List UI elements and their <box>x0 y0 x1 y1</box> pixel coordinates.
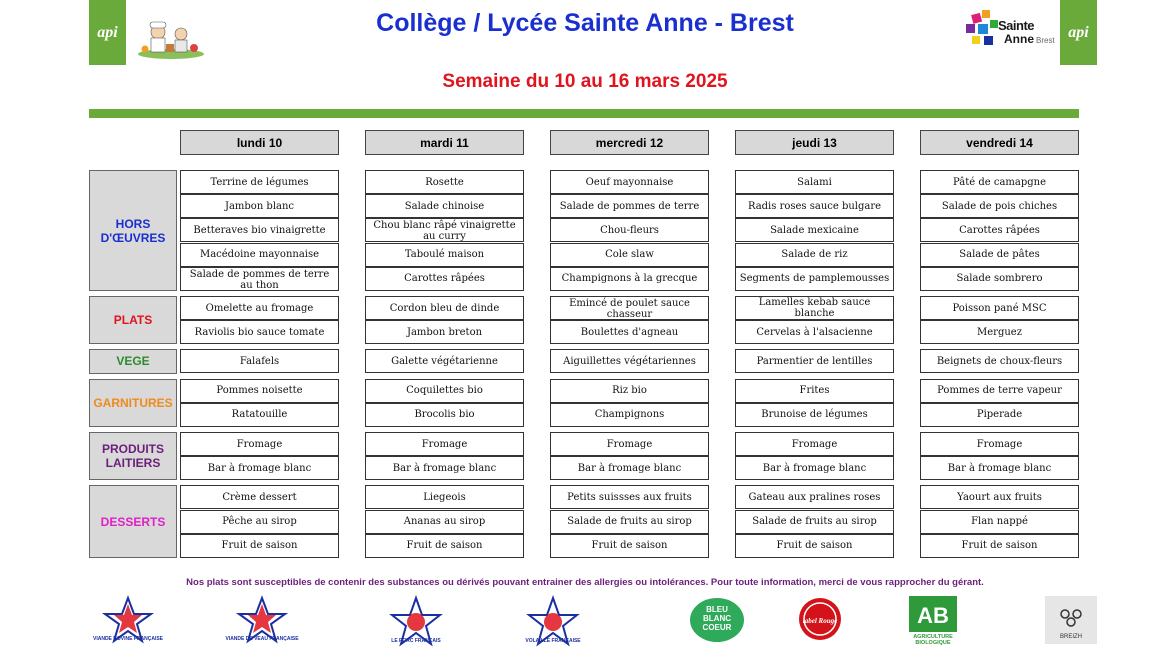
menu-item-label: Terrine de légumes <box>210 176 309 188</box>
menu-item-label: Omelette au fromage <box>205 302 314 314</box>
svg-text:VIANDE DE VEAU FRANÇAISE: VIANDE DE VEAU FRANÇAISE <box>225 636 299 642</box>
menu-item-label: Bar à fromage blanc <box>577 462 682 474</box>
menu-item-label: Bar à fromage blanc <box>762 462 867 474</box>
menu-item <box>735 379 894 403</box>
menu-item <box>550 485 709 509</box>
menu-item-label: Falafels <box>239 355 280 367</box>
menu-item <box>550 194 709 218</box>
school-logo: Sainte Anne Brest <box>964 8 1054 58</box>
category-label <box>89 349 177 373</box>
breizh-logo <box>1045 596 1097 644</box>
menu-item-label: Parmentier de lentilles <box>756 355 873 367</box>
menu-item-label: Lamelles kebab sauce blanche <box>758 297 871 319</box>
menu-item-label: Salade de pâtes <box>959 249 1040 261</box>
menu-item <box>365 170 524 194</box>
menu-item <box>920 456 1079 480</box>
menu-item-label: Cordon bleu de dinde <box>389 302 500 314</box>
menu-item-label: Piperade <box>976 409 1023 421</box>
menu-item-label: Macédoine mayonnaise <box>199 249 320 261</box>
menu-item-label: Aiguillettes végétariennes <box>563 355 696 367</box>
label-rouge-logo <box>797 596 843 642</box>
menu-item <box>920 485 1079 509</box>
category-label <box>89 379 177 427</box>
menu-item-label: Gateau aux pralines roses <box>748 491 881 503</box>
menu-item <box>920 267 1079 291</box>
menu-item <box>550 534 709 558</box>
menu-item-label: Brocolis bio <box>414 409 475 421</box>
menu-item-label: Frites <box>799 385 830 397</box>
svg-text:LE PORC FRANÇAIS: LE PORC FRANÇAIS <box>391 638 441 644</box>
menu-item <box>920 510 1079 534</box>
menu-item <box>550 432 709 456</box>
menu-item-label: Radis roses sauce bulgare <box>747 200 882 212</box>
menu-item <box>735 267 894 291</box>
menu-item <box>180 194 339 218</box>
menu-item-label: Cervelas à l'alsacienne <box>756 326 873 338</box>
menu-item-label: Betteraves bio vinaigrette <box>193 224 326 236</box>
menu-item <box>180 218 339 242</box>
menu-item-label: Chou-fleurs <box>600 224 659 236</box>
menu-item <box>550 349 709 373</box>
menu-item-label: Raviolis bio sauce tomate <box>194 326 325 338</box>
day-header: mardi 11 <box>365 130 524 155</box>
menu-item-label: Fromage <box>976 438 1023 450</box>
menu-item <box>180 534 339 558</box>
menu-item-label: Bar à fromage blanc <box>392 462 497 474</box>
category-name: PRODUITS LAITIERS <box>101 442 164 471</box>
menu-item <box>365 243 524 267</box>
menu-item-label: Fromage <box>791 438 838 450</box>
menu-item <box>550 379 709 403</box>
category-name: PLATS <box>113 313 153 328</box>
menu-item <box>180 485 339 509</box>
viande-bovine-francaise-logo <box>92 596 164 646</box>
bleu-blanc-coeur-logo <box>688 596 746 646</box>
category-name: GARNITURES <box>93 395 173 410</box>
menu-item <box>365 320 524 344</box>
category-label <box>89 432 177 480</box>
menu-item-label: Bar à fromage blanc <box>207 462 312 474</box>
menu-item <box>550 510 709 534</box>
menu-item-label: Chou blanc râpé vinaigrette au curry <box>373 220 516 243</box>
menu-item-label: Emincé de poulet sauce chasseur <box>569 298 690 320</box>
header-divider <box>89 109 1079 118</box>
menu-item <box>735 243 894 267</box>
day-header: mercredi 12 <box>550 130 709 155</box>
menu-item <box>180 267 339 291</box>
menu-item-label: Jambon breton <box>406 326 483 338</box>
menu-item <box>550 296 709 320</box>
menu-item-label: Carottes râpées <box>404 273 485 285</box>
menu-item-label: Salade sombrero <box>956 273 1043 285</box>
menu-item-label: Carottes râpées <box>959 224 1040 236</box>
menu-item-label: Brunoise de légumes <box>761 409 868 421</box>
menu-item <box>550 243 709 267</box>
menu-item-label: Beignets de choux-fleurs <box>936 355 1063 367</box>
menu-item <box>365 456 524 480</box>
menu-item <box>365 432 524 456</box>
menu-item <box>735 170 894 194</box>
category-name: HORS D'ŒUVRES <box>100 216 166 245</box>
menu-item-label: Pommes noisette <box>216 385 303 397</box>
menu-item-label: Ananas au sirop <box>403 516 486 528</box>
allergy-notice: Nos plats sont susceptibles de contenir des substances ou dérivés pouvant entrainer des allergies ou intolérances. Pour toute information, merci de vous rapprocher du gérant. <box>186 577 984 588</box>
menu-item-label: Salade mexicaine <box>770 224 859 236</box>
menu-item <box>920 296 1079 320</box>
menu-item <box>735 510 894 534</box>
category-label <box>89 296 177 344</box>
menu-item-label: Poisson pané MSC <box>952 302 1047 314</box>
menu-item-label: Fromage <box>236 438 283 450</box>
category-name: DESSERTS <box>100 514 166 529</box>
menu-item <box>735 485 894 509</box>
menu-item <box>735 194 894 218</box>
menu-item-label: Galette végétarienne <box>391 355 498 367</box>
menu-item <box>180 170 339 194</box>
svg-text:VIANDE BOVINE FRANÇAISE: VIANDE BOVINE FRANÇAISE <box>92 636 164 642</box>
category-label <box>89 485 177 558</box>
svg-text:BLEU: BLEU <box>706 605 728 614</box>
menu-item <box>365 296 524 320</box>
menu-item-label: Segments de pamplemousses <box>739 273 890 285</box>
menu-item <box>180 432 339 456</box>
menu-item-label: Pêche au sirop <box>222 516 297 528</box>
menu-item-label: Salade de pommes de terre au thon <box>189 268 330 291</box>
porc-francais-logo <box>390 596 442 648</box>
menu-item-label: Salade chinoise <box>404 200 485 212</box>
menu-item <box>735 432 894 456</box>
api-logo-right: api <box>1060 0 1097 65</box>
menu-item-label: Bar à fromage blanc <box>947 462 1052 474</box>
menu-item-label: Champignons <box>594 409 665 421</box>
category-name: VEGE <box>116 354 150 369</box>
menu-item <box>365 267 524 291</box>
menu-item <box>365 194 524 218</box>
menu-item <box>920 403 1079 427</box>
menu-item-label: Coquilettes bio <box>406 385 483 397</box>
menu-item-label: Fromage <box>421 438 468 450</box>
menu-item-label: Boulettes d'agneau <box>580 326 679 338</box>
menu-item <box>920 218 1079 242</box>
menu-item <box>180 456 339 480</box>
menu-item <box>920 379 1079 403</box>
menu-item <box>735 456 894 480</box>
menu-item-label: Cole slaw <box>605 249 654 261</box>
menu-item <box>180 349 339 373</box>
svg-text:label Rouge: label Rouge <box>802 617 838 625</box>
menu-item <box>365 510 524 534</box>
menu-item-label: Fromage <box>606 438 653 450</box>
menu-item <box>550 456 709 480</box>
svg-text:BIOLOGIQUE: BIOLOGIQUE <box>915 640 951 646</box>
menu-item-label: Taboulé maison <box>404 249 485 261</box>
menu-item <box>920 432 1079 456</box>
menu-item <box>920 170 1079 194</box>
menu-item <box>735 403 894 427</box>
week-subtitle: Semaine du 10 au 16 mars 2025 <box>442 71 728 92</box>
menu-item-label: Fruit de saison <box>221 540 298 552</box>
day-header: jeudi 13 <box>735 130 894 155</box>
menu-item <box>180 403 339 427</box>
menu-item <box>365 485 524 509</box>
menu-item-label: Salade de pois chiches <box>941 200 1058 212</box>
menu-item <box>180 379 339 403</box>
menu-item <box>735 349 894 373</box>
menu-item <box>920 349 1079 373</box>
category-label <box>89 170 177 291</box>
menu-item-label: Rosette <box>425 176 464 188</box>
page-title: Collège / Lycée Sainte Anne - Brest <box>376 9 794 37</box>
menu-item-label: Salade de riz <box>781 249 848 261</box>
menu-item <box>735 218 894 242</box>
menu-item-label: Merguez <box>977 326 1022 338</box>
menu-item <box>550 218 709 242</box>
menu-item <box>920 534 1079 558</box>
menu-item <box>180 296 339 320</box>
viande-veau-francaise-logo <box>225 596 299 646</box>
menu-item <box>735 296 894 320</box>
menu-item <box>365 403 524 427</box>
svg-text:VOLAILLE FRANÇAISE: VOLAILLE FRANÇAISE <box>525 638 581 644</box>
menu-item-label: Petits suissses aux fruits <box>567 491 692 503</box>
svg-text:AGRICULTURE: AGRICULTURE <box>913 634 953 640</box>
menu-item-label: Jambon blanc <box>224 200 295 212</box>
menu-item-label: Fruit de saison <box>406 540 483 552</box>
menu-item <box>920 320 1079 344</box>
menu-item-label: Fruit de saison <box>776 540 853 552</box>
menu-item-label: Pâté de camapgne <box>952 176 1047 188</box>
menu-item-label: Salade de pommes de terre <box>559 200 700 212</box>
menu-item <box>920 243 1079 267</box>
menu-item <box>180 243 339 267</box>
day-header: vendredi 14 <box>920 130 1079 155</box>
menu-item <box>365 379 524 403</box>
menu-item-label: Fruit de saison <box>591 540 668 552</box>
menu-item <box>550 403 709 427</box>
day-header: lundi 10 <box>180 130 339 155</box>
menu-item <box>365 534 524 558</box>
menu-item-label: Salade de fruits au sirop <box>752 516 877 528</box>
svg-text:COEUR: COEUR <box>702 623 732 632</box>
menu-item-label: Liegeois <box>423 491 466 503</box>
menu-item <box>550 267 709 291</box>
menu-item-label: Pommes de terre vapeur <box>937 385 1062 397</box>
svg-text:BLANC: BLANC <box>703 614 731 623</box>
menu-item-label: Fruit de saison <box>961 540 1038 552</box>
menu-item <box>550 320 709 344</box>
menu-item-label: Crème dessert <box>222 491 297 503</box>
svg-text:AB: AB <box>917 603 949 628</box>
menu-item <box>180 510 339 534</box>
menu-item <box>920 194 1079 218</box>
menu-item <box>365 349 524 373</box>
agriculture-biologique-logo <box>909 596 957 644</box>
menu-item <box>735 534 894 558</box>
svg-text:BREIZH: BREIZH <box>1059 634 1083 640</box>
menu-item-label: Salade de fruits au sirop <box>567 516 692 528</box>
menu-item <box>550 170 709 194</box>
menu-item-label: Flan nappé <box>971 516 1028 528</box>
api-logo-left: api <box>89 0 126 65</box>
menu-item-label: Salami <box>797 176 832 188</box>
menu-item-label: Yaourt aux fruits <box>957 491 1042 503</box>
volaille-francaise-logo <box>527 596 579 648</box>
menu-item <box>365 218 524 242</box>
menu-item <box>180 320 339 344</box>
menu-item-label: Ratatouille <box>231 409 288 421</box>
menu-item-label: Riz bio <box>612 385 647 397</box>
menu-item-label: Oeuf mayonnaise <box>585 176 674 188</box>
menu-item-label: Champignons à la grecque <box>561 273 698 285</box>
menu-item <box>735 320 894 344</box>
